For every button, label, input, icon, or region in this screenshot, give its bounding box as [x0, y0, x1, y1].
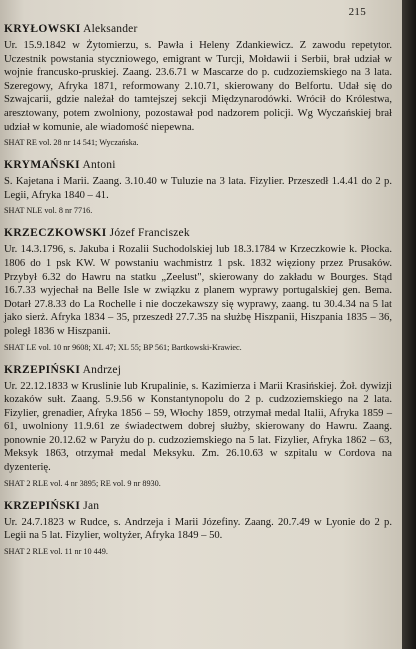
entry-reference: SHAT NLE vol. 8 nr 7716.	[4, 206, 93, 216]
entry-text: S. Kajetana i Marii. Zaang. 3.10.40 w Tuluzie na 3 lata. Fizylier. Przeszedł 1.4.41 do 2 p. Legii, Afryka 1840 – 41.	[4, 176, 392, 201]
entry-text: Ur. 14.3.1796, s. Jakuba i Rozalii Suchodolskiej lub 18.3.1784 w Krzeczkowie k. Płocka. 1806 do 1 psk KW. W powstaniu wachmistrz 1 psk. 1832 więziony przez Prusaków. Przybył 6.32 do Hawru na statku „Zeelust", skierowany do zakładu w Bourges. Stąd 16.7.33 wyjechał na Belle Isle w związku z planem wyprawy portugalskiej gen. Bema. Dotarł 27.8.33 do La Rochelle i nie doczekawszy się wyprawy, zaang. tu 30.4.34 na 5 lat jako sierż. Afryka 1834 – 35, przeszedł 27.7.35 na służbę Hiszpanii, Hiszpania 1835 – 36, poległ 1836 w Hiszpanii.	[4, 244, 392, 337]
entry	[4, 499, 392, 557]
entry-surname: KRZECZKOWSKI	[4, 227, 107, 240]
entry	[4, 22, 392, 148]
entry-name	[4, 363, 392, 377]
entry-reference: SHAT 2 RLE vol. 4 nr 3895; RE vol. 9 nr 8930.	[4, 478, 161, 488]
entry-given-name: Andrzej	[82, 363, 122, 376]
entry-surname: KRZEPIŃSKI	[4, 363, 81, 376]
entry-text: Ur. 15.9.1842 w Żytomierzu, s. Pawła i Heleny Zdankiewicz. Z zawodu repetytor. Uczestnik powstania styczniowego, emigrant w Turcji, Mołdawii i Serbii, brał udział w wojnie francusko-pruskiej. Zaang. 23.6.71 w Mascarze do p. cudzoziemskiego na 3 lata. Szeregowy, Afryka 1871, reformowany 2.10.71, skierowany do Belfortu. Udał się do Szwajcarii, gdzie należał do tamtejszej sekcji Międzynarodówki. Wrócił do Królestwa, aresztowany, potem zwolniony, pozostawał pod nadzorem policji. Wg Wyczańskiej brał udział w komunie, ale wiadomość niepewna.	[4, 40, 392, 133]
entry-reference: SHAT RE vol. 28 nr 14 541; Wyczańska.	[4, 138, 139, 148]
page-edge-shadow	[402, 0, 416, 649]
page-number: 215	[348, 6, 366, 18]
entry-text: Ur. 24.7.1823 w Rudce, s. Andrzeja i Marii Józefiny. Zaang. 20.7.49 w Lyonie do 2 p. Legii na 5 lat. Fizylier, woltyżer, Afryka 1849 – 50.	[4, 516, 392, 542]
entry-name	[4, 499, 392, 513]
entry	[4, 226, 392, 352]
entry-given-name: Józef Franciszek	[109, 227, 190, 240]
entries-list	[4, 22, 392, 567]
entry-surname: KRYŁOWSKI	[4, 23, 81, 35]
entry-surname: KRYMAŃSKI	[4, 159, 81, 172]
entry-reference: SHAT 2 RLE vol. 11 nr 10 449.	[4, 546, 108, 556]
entry-name	[4, 226, 392, 240]
entry-text: Ur. 22.12.1833 w Kruslinie lub Krupalinie, s. Kazimierza i Marii Krasińskiej. Żoł. dywizji kozaków sułt. Zaang. 5.9.56 w Konstantynopolu do 2 p. cudzoziemskiego na 2 lata. Fizylier, grenadier, Afryka 1856 – 59, Włochy 1859, otrzymał medal Italii, Afryka 1859 – 61, uwolniony 11.9.61 ze świadectwem dobrej służby, skierowany do Hawru. Zaang. ponownie 20.12.62 w Paryżu do p. cudzoziemskiego na 5 lat. Fizylier, Afryka 1862 – 63, Meksyk 1863, otrzymał medal Meksyku. Zm. 26.10.63 w szpitalu w Cordova na dyzenterię.	[4, 380, 392, 474]
entry-surname: KRZEPIŃSKI	[4, 499, 81, 512]
entry	[4, 158, 392, 216]
entry	[4, 363, 392, 489]
entry-given-name: Jan	[83, 499, 100, 512]
entry-given-name: Antoni	[82, 159, 116, 172]
entry-name	[4, 158, 392, 172]
entry-name	[4, 22, 392, 36]
entry-reference: SHAT LE vol. 10 nr 9608; XL 47; XL 55; BP 561; Bartkowski-Krawiec.	[4, 342, 242, 352]
entry-given-name: Aleksander	[83, 23, 138, 35]
